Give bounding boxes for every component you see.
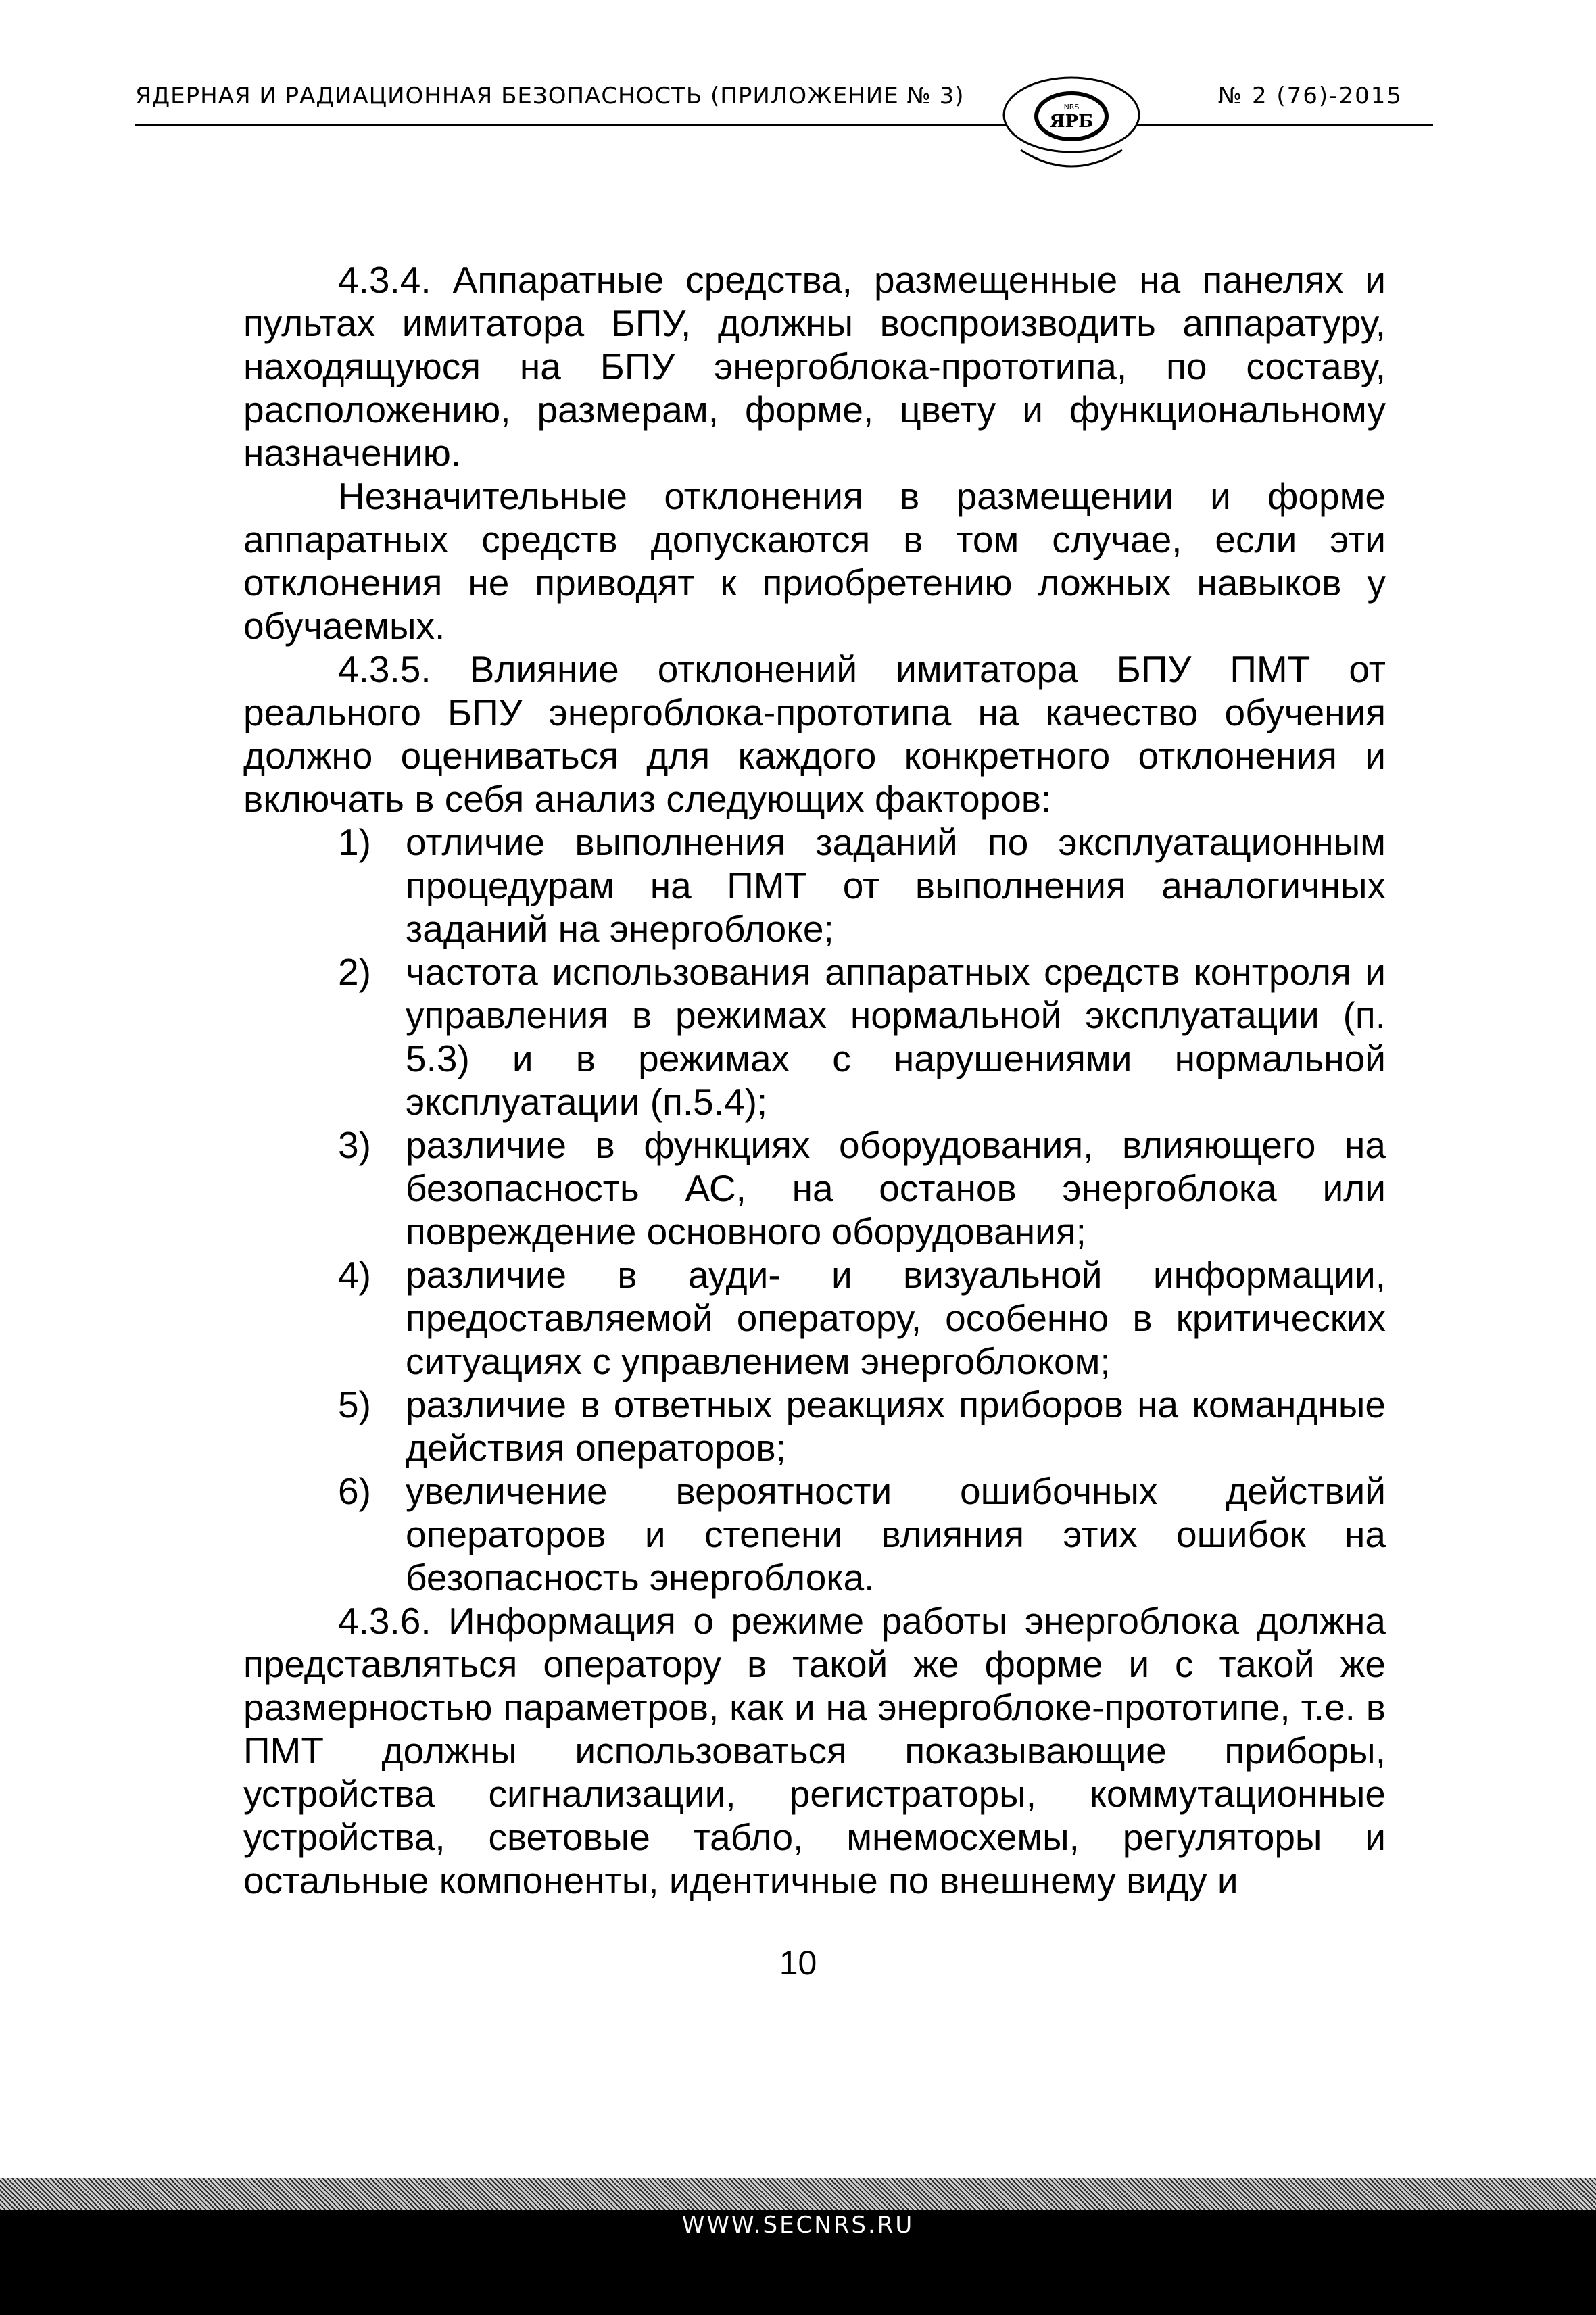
paragraph-deviations: Незначительные отклонения в размещении и форме аппаратных средств допускаются в том случае, если эти отклонения не приводят к приобретению ложных навыков у обучаемых. [243,475,1386,647]
logo-text: ЯРБ [1049,112,1094,132]
list-item-text: отличие выполнения заданий по эксплуатационным процедурам на ПМТ от выполнения аналогичных заданий на энергоблоке; [406,821,1386,950]
list-item-number: 3) [338,1124,371,1166]
list-item-text: различие в ответных реакциях приборов на командные действия операторов; [406,1384,1386,1469]
paragraph-4-3-4: 4.3.4. Аппаратные средства, размещенные на панелях и пультах имитатора БПУ, должны воспроизводить аппаратуру, находящуюся на БПУ энергоблока-прототипа, по составу, расположению, размерам, форме, цвету и функциональному назначению. [243,259,1386,474]
header-rule [135,124,1433,126]
list-item [243,950,1386,1123]
list-item [243,1469,1386,1599]
paragraph-4-3-5: 4.3.5. Влияние отклонений имитатора БПУ ПМТ от реального БПУ энергоблока-прототипа на качество обучения должно оцениваться для каждого конкретного отклонения и включать в себя анализ следующих факторов: [243,648,1386,820]
list-item [243,1123,1386,1253]
journal-title: ЯДЕРНАЯ И РАДИАЦИОННАЯ БЕЗОПАСНОСТЬ (ПРИЛОЖЕНИЕ № 3) [135,82,965,109]
list-item-text: увеличение вероятности ошибочных действий операторов и степени влияния этих ошибок на безопасность энергоблока. [406,1470,1386,1599]
list-item-text: различие в функциях оборудования, влияющего на безопасность АС, на останов энергоблока или повреждение основного оборудования; [406,1124,1386,1252]
page-header [0,0,1596,176]
issue-number: № 2 (76)-2015 [1217,82,1403,109]
page-number: 10 [779,1944,817,1982]
footer-hatch-band [0,2178,1596,2210]
list-item-number: 6) [338,1470,371,1512]
list-item [243,1253,1386,1383]
list-item-text: различие в ауди- и визуальной информации, предоставляемой оператору, особенно в критических ситуациях с управлением энергоблоком; [406,1254,1386,1382]
logo-small-text: NRS [1063,103,1080,112]
list-item-text: частота использования аппаратных средств контроля и управления в режимах нормальной эксплуатации (п. 5.3) и в режимах с нарушениями нормальной эксплуатации (п.5.4); [406,951,1386,1123]
list-item-number: 4) [338,1254,371,1296]
list-item-number: 2) [338,951,371,993]
journal-logo [994,74,1149,176]
list-item [243,821,1386,950]
factor-list [243,821,1386,1599]
list-item-number: 1) [338,821,371,863]
list-item-number: 5) [338,1384,371,1425]
document-body [243,258,1386,1902]
website-link[interactable]: WWW.SECNRS.RU [681,2212,915,2239]
paragraph-4-3-6: 4.3.6. Информация о режиме работы энергоблока должна представляться оператору в такой же форме и с такой же размерностью параметров, как и на энергоблоке-прототипе, т.е. в ПМТ должны использоваться показывающие приборы, устройства сигнализации, регистраторы, коммутационные устройства, световые табло, мнемосхемы, регуляторы и остальные компоненты, идентичные по внешнему виду и [243,1600,1386,1901]
list-item [243,1383,1386,1469]
